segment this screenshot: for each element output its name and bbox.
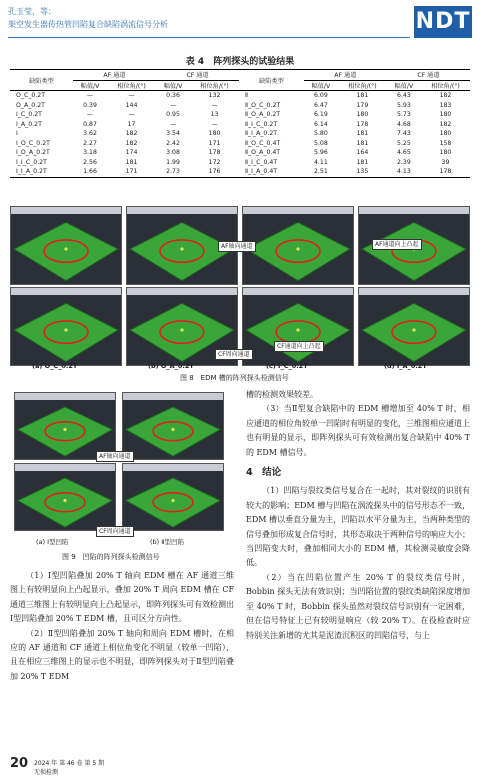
table-cell: 171 — [107, 167, 156, 177]
table-cell-type: Ⅱ — [245, 92, 249, 100]
table-row — [10, 91, 470, 101]
fig8-tag-cf: CF周向通道 — [215, 349, 253, 360]
table-cell: 2.73 — [156, 167, 190, 177]
col-amp: 幅值/V — [387, 80, 421, 91]
table-cell: 181 — [125, 158, 138, 166]
table-row — [10, 148, 470, 158]
table-cell: 164 — [356, 149, 369, 157]
results-table — [10, 69, 470, 178]
table-cell: 13 — [210, 111, 219, 119]
table-cell: 5.25 — [397, 139, 411, 147]
table-cell: — — [128, 92, 135, 100]
table-cell-type: I_C_0.2T — [16, 111, 42, 119]
col-defect-right: 缺陷类型 — [239, 70, 304, 91]
table-cell: 180 — [439, 149, 452, 157]
table-cell-type: Ⅱ_I_A_0.2T — [245, 130, 278, 138]
fig8-panel-c-cf — [242, 287, 354, 366]
table-cell: 178 — [208, 149, 221, 157]
fig9-panel-b-cf — [122, 463, 224, 531]
table-cell-type: Ⅱ_I_C_0.2T — [245, 120, 278, 128]
page-number: 20 — [10, 756, 29, 771]
table-cell: 179 — [356, 101, 369, 109]
table-cell: 6.14 — [313, 120, 328, 128]
table-cell: 3.08 — [166, 149, 180, 157]
col-phase: 相位角/(°) — [338, 80, 387, 91]
table-cell: 4.13 — [387, 167, 421, 177]
table-cell: 5.96 — [313, 149, 328, 157]
table-cell: 6.19 — [313, 111, 328, 119]
table-cell: 17 — [127, 120, 136, 128]
table-cell: — — [169, 101, 177, 109]
figure-9-caption: 图 9 凹陷的阵列探头检测信号 — [62, 553, 160, 561]
journal-name: 无损检测 — [34, 769, 59, 776]
table-cell-type: Ⅱ_O_C_0.4T — [245, 139, 281, 147]
table-header-row — [10, 70, 470, 81]
fig9-sub-a: (a) Ⅰ型凹陷 — [36, 538, 69, 546]
table-cell: 4.65 — [397, 149, 411, 157]
table-cell: 0.36 — [166, 92, 180, 100]
table-cell: 2.27 — [83, 139, 97, 147]
table-cell: 180 — [208, 130, 221, 138]
table-cell-type: Ⅰ — [16, 130, 18, 138]
table-cell: 3.54 — [166, 130, 180, 138]
col-phase: 相位角/(°) — [421, 80, 470, 91]
table-cell-type: Ⅰ_O_C_0.2T — [16, 139, 50, 147]
table-cell: 2.42 — [166, 139, 180, 147]
paragraph: （1）Ⅰ型凹陷叠加 20% T 轴向 EDM 槽在 AF 通道三维图上有较明显向上凸起显示，叠加 20% T 周向 EDM 槽在 CF 通道三维图上有较明显向上凸起显示，即阵列探头可有效检测出Ⅰ型凹陷叠加 20% T EDM 槽，且可区分方向性。 — [10, 571, 234, 624]
table-caption: 表 4 阵列探头的试验结果 — [185, 57, 295, 67]
table-cell: 135 — [338, 167, 387, 177]
table-cell: 178 — [356, 120, 369, 128]
table-cell: 182 — [439, 120, 452, 128]
right-column — [246, 388, 470, 643]
table-cell: 0.39 — [83, 101, 97, 109]
header-authors: 孔玉莹，等： — [8, 7, 56, 16]
table-cell: 1.66 — [73, 167, 107, 177]
table-cell: 0.87 — [83, 120, 97, 128]
section-heading: 4 结论 — [246, 467, 282, 479]
table-cell: 5.08 — [313, 139, 328, 147]
table-cell: 176 — [190, 167, 239, 177]
figure-8-caption: 图 8 EDM 槽的阵列探头检测信号 — [180, 374, 289, 382]
table-row — [10, 139, 470, 149]
paragraph: （2）当在凹陷位置产生 20% T 的裂纹类信号时，Bobbin 探头无法有效识别；当凹陷位置的裂纹类缺陷深度增加至 40% T 时，Bobbin 探头虽然对裂纹信号识别有一定困难，但在信号特征上已有较明显响应（较 20% T）。在役检查时应特别关注新增的尤其是泥渣沉积区的凹陷信号，与上 — [246, 572, 470, 640]
table-cell: 4.68 — [397, 120, 411, 128]
table-cell: — — [86, 92, 94, 100]
fig8-sub-b: (b) O_A_0.2T — [148, 362, 194, 370]
fig9-panel-b-af — [122, 392, 224, 460]
table-cell-type: Ⅱ_O_C_0.2T — [245, 101, 281, 109]
col-af-right: AF 通道 — [304, 70, 387, 81]
col-cf-right: CF 通道 — [387, 70, 470, 81]
header-title: 架空发生器传热管凹陷复合缺陷涡流信号分析 — [8, 20, 168, 29]
table-cell: 2.56 — [83, 158, 97, 166]
fig9-tag-cf: CF周向通道 — [96, 526, 134, 537]
table-row — [10, 129, 470, 139]
paragraph: （3）当Ⅱ型复合缺陷中的 EDM 槽增加至 40% T 时，相应通道的相位角较单一凹陷时有明显的变化，三维图相应通道上也有明显的显示，即阵列探头可有效检测出复合缺陷中 40% T 的 EDM 槽信号。 — [246, 404, 470, 457]
fig8-panel-a-af — [10, 206, 122, 285]
table-cell-type: Ⅱ_O_A_0.4T — [245, 149, 281, 157]
journal-logo: NDT — [414, 6, 472, 38]
table-cell: — — [169, 120, 177, 128]
table-row — [10, 167, 470, 177]
table-cell: 39 — [441, 158, 450, 166]
fig8-sub-d: (d) I_A_0.2T — [384, 362, 427, 370]
table-cell: 7.43 — [397, 130, 411, 138]
col-af-left: AF 通道 — [73, 70, 156, 81]
table-cell: 2.39 — [397, 158, 411, 166]
header-rule — [8, 37, 410, 38]
table-row — [10, 120, 470, 130]
table-cell: 182 — [439, 92, 452, 100]
table-cell-type: Ⅱ_O_A_0.2T — [245, 111, 281, 119]
table-cell: 6.47 — [313, 101, 328, 109]
table-cell: 180 — [356, 111, 369, 119]
table-cell-type: I_A_0.2T — [16, 120, 42, 128]
table-row — [10, 110, 470, 120]
table-cell: 181 — [356, 158, 369, 166]
table-cell: 132 — [208, 92, 221, 100]
col-amp: 幅值/V — [73, 80, 107, 91]
table-cell: 174 — [125, 149, 138, 157]
table-cell: 6.09 — [313, 92, 328, 100]
paragraph: （2）Ⅱ型凹陷叠加 20% T 轴向和周向 EDM 槽时，在相应的 AF 通道和 CF 通道上相位角变化不明显（较单一凹陷），且在相应三维图上的显示也不明显，即阵列探头对于Ⅱ型凹陷叠加 20% T EDM — [10, 628, 234, 681]
fig8-sub-a: (a) O_C_0.2T — [32, 362, 78, 370]
fig8-tag-cf-bump: CF通道向上凸起 — [274, 341, 324, 352]
table-cell: 5.80 — [313, 130, 328, 138]
col-amp: 幅值/V — [156, 80, 190, 91]
journal-issue: 2024 年 第 46 卷 第 5 期 — [34, 760, 105, 767]
table-cell: 178 — [421, 167, 470, 177]
fig8-panel-d-cf — [358, 287, 470, 366]
table-cell: 183 — [439, 101, 452, 109]
table-row — [10, 101, 470, 111]
figure-8 — [10, 206, 470, 369]
col-defect-left: 缺陷类型 — [10, 70, 73, 91]
table-cell: 0.95 — [166, 111, 180, 119]
table-cell-type: Ⅰ_O_A_0.2T — [16, 149, 50, 157]
running-header — [0, 0, 480, 44]
fig9-panel-a-af — [14, 392, 116, 460]
table-cell: — — [128, 111, 135, 119]
fig8-sub-c: (c) I_C_0.2T — [266, 362, 308, 370]
table-cell: — — [86, 111, 94, 119]
col-phase: 相位角/(°) — [190, 80, 239, 91]
table-cell: 181 — [356, 92, 369, 100]
table-cell: 182 — [125, 139, 138, 147]
fig8-tag-af: AF轴向通道 — [218, 241, 256, 252]
table-cell-type: O_A_0.2T — [16, 101, 45, 109]
table-cell-type: Ⅰ_I_A_0.2T — [10, 167, 73, 177]
paragraph: （1）凹陷与裂纹类信号复合在一起时，其对裂纹的识别有较大的影响；EDM 槽与凹陷在涡流探头中的信号形态不一致，EDM 槽以垂直分量为主，凹陷以水平分量为主，当两种类型的信号叠加形成复合信号时，其形态取决于两种信号的响应大小；当凹陷变大时，叠加相同大小的 EDM 槽，其检测灵敏度会降低。 — [246, 486, 470, 568]
col-amp: 幅值/V — [304, 80, 338, 91]
table-cell-type: Ⅱ_I_A_0.4T — [239, 167, 304, 177]
table-cell: 2.51 — [304, 167, 338, 177]
fig8-panel-c-af — [242, 206, 354, 285]
fig8-panel-a-cf — [10, 287, 122, 366]
table-cell: 172 — [208, 158, 221, 166]
table-cell: 181 — [356, 130, 369, 138]
table-cell: 3.62 — [83, 130, 97, 138]
left-column — [10, 569, 234, 684]
table-cell: 181 — [356, 139, 369, 147]
table-cell: 158 — [439, 139, 452, 147]
fig9-panel-a-cf — [14, 463, 116, 531]
fig8-tag-af-bump: AF通道向上凸起 — [372, 239, 422, 250]
table-cell-type: O_C_0.2T — [16, 92, 45, 100]
table-cell: — — [211, 120, 218, 128]
table-cell: 180 — [439, 111, 452, 119]
col-cf-left: CF 通道 — [156, 70, 239, 81]
table-cell: 171 — [208, 139, 221, 147]
table-cell: 144 — [125, 101, 138, 109]
table-cell-type: Ⅰ_I_C_0.2T — [16, 158, 47, 166]
table-cell: 4.11 — [313, 158, 328, 166]
table-cell: 1.99 — [166, 158, 180, 166]
table-cell: 6.43 — [397, 92, 411, 100]
table-cell-type: Ⅱ_I_C_0.4T — [245, 158, 278, 166]
table-cell: 180 — [439, 130, 452, 138]
paragraph: 槽的检测效果较差。 — [246, 390, 318, 399]
table-cell: 5.73 — [397, 111, 411, 119]
table-cell: 3.18 — [83, 149, 97, 157]
fig9-tag-af: AF轴向通道 — [96, 451, 134, 462]
table-cell: — — [211, 101, 218, 109]
fig9-sub-b: (b) Ⅱ型凹陷 — [150, 538, 184, 546]
table-cell: 182 — [125, 130, 138, 138]
col-phase: 相位角/(°) — [107, 80, 156, 91]
table-cell: 5.93 — [397, 101, 411, 109]
table-row — [10, 158, 470, 168]
